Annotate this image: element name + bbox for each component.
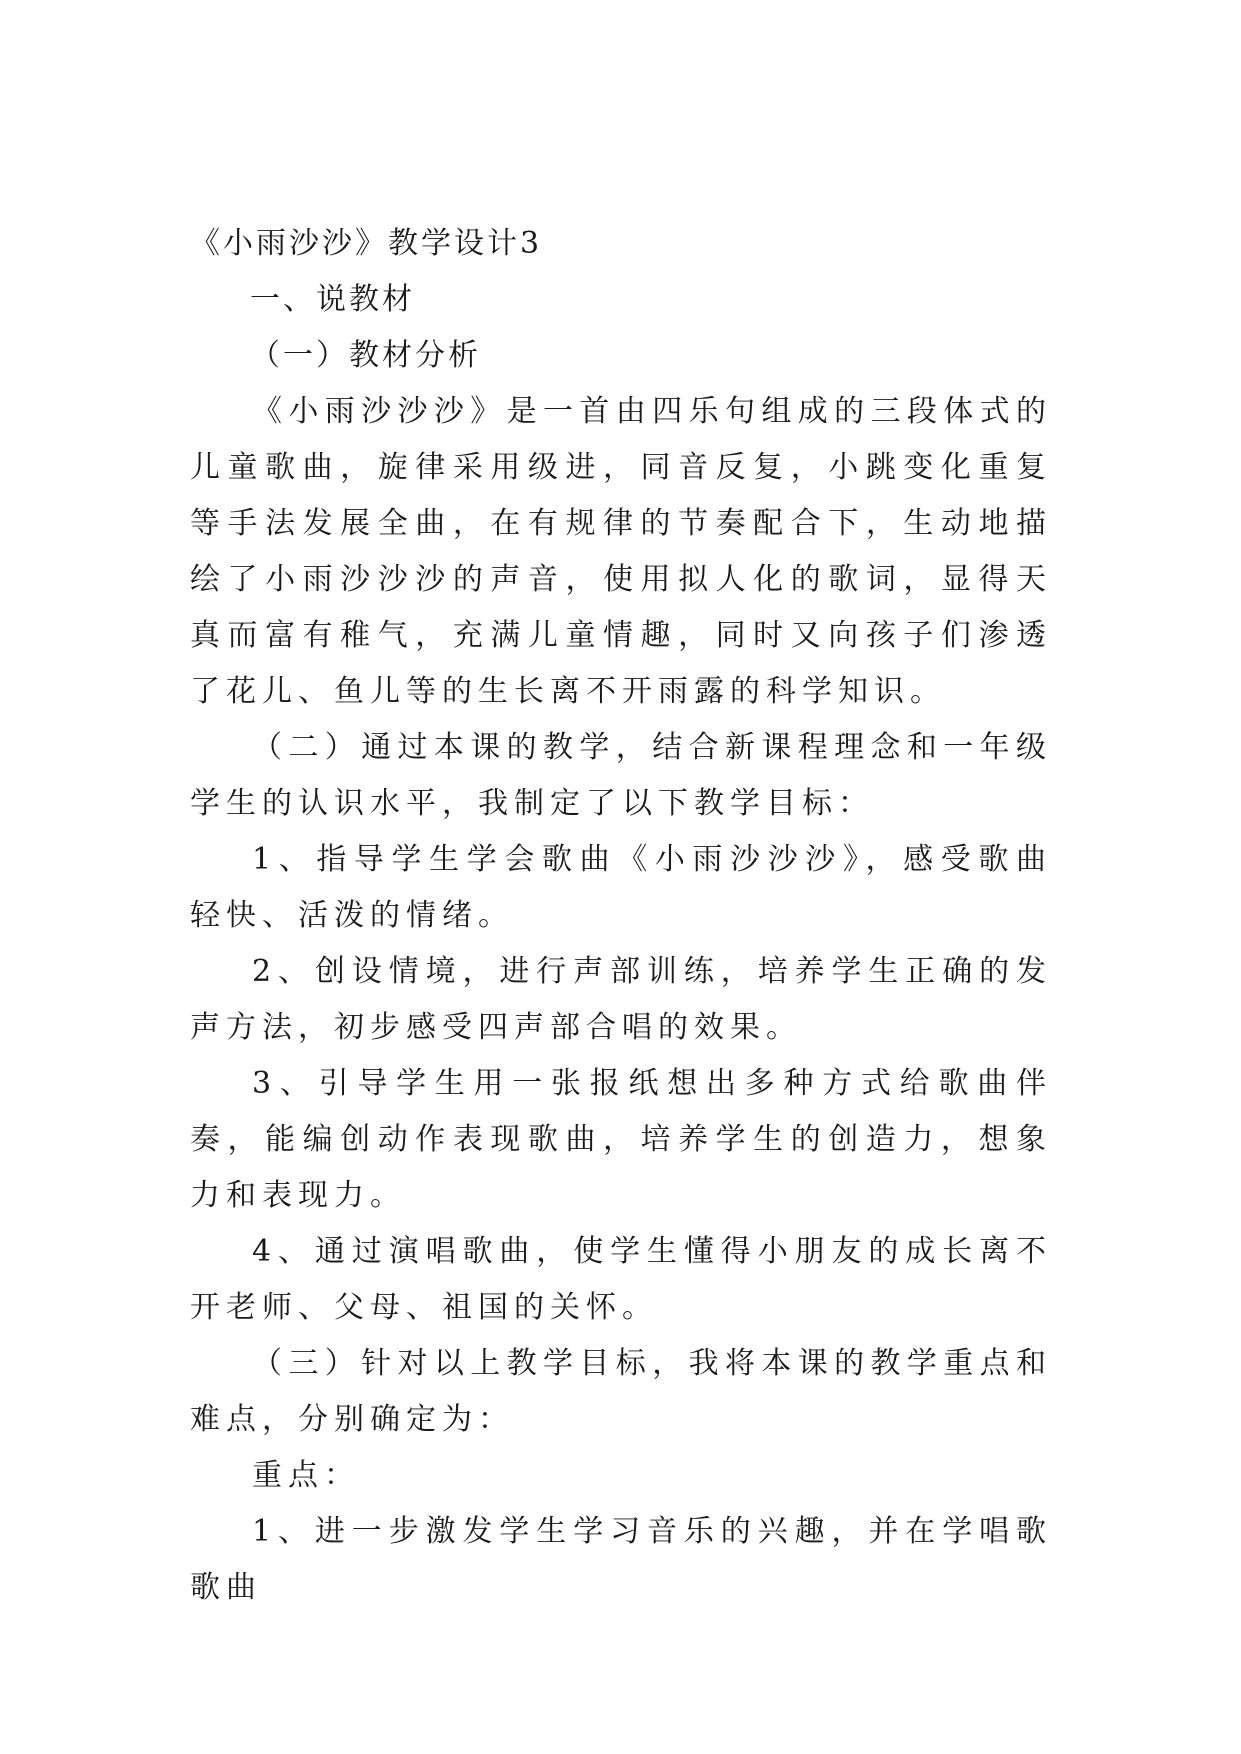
objective-item: 1、指导学生学会歌曲《小雨沙沙沙》，感受歌曲轻快、活泼的情绪。: [190, 842, 1052, 933]
keypoint-item: 1、进一步激发学生学习音乐的兴趣，并在学唱歌歌曲: [190, 1514, 1052, 1605]
document-body: [190, 216, 1052, 1616]
keypoints-label: 重点：: [252, 1458, 360, 1493]
subsection-heading-material-analysis: （一）教材分析: [250, 338, 481, 373]
section-heading-teaching-material: 一、说教材: [250, 282, 415, 317]
document-title: 《小雨沙沙》教学设计3: [190, 226, 543, 261]
objectives-intro-paragraph: （二）通过本课的教学，结合新课程理念和一年级学生的认识水平，我制定了以下教学目标：: [190, 730, 1052, 821]
analysis-paragraph: 《小雨沙沙沙》是一首由四乐句组成的三段体式的儿童歌曲，旋律采用级进，同音反复，小跳变化重复等手法发展全曲，在有规律的节奏配合下，生动地描绘了小雨沙沙沙的声音，使用拟人化的歌词，显得天真而富有稚气，充满儿童情趣，同时又向孩子们渗透了花儿、鱼儿等的生长离不开雨露的科学知识。: [190, 394, 1052, 709]
objective-item: 3、引导学生用一张报纸想出多种方式给歌曲伴奏，能编创动作表现歌曲，培养学生的创造力，想象力和表现力。: [190, 1066, 1052, 1213]
objective-item: 2、创设情境，进行声部训练，培养学生正确的发声方法，初步感受四声部合唱的效果。: [190, 954, 1052, 1045]
keypoints-intro-paragraph: （三）针对以上教学目标，我将本课的教学重点和难点，分别确定为：: [190, 1346, 1052, 1437]
objective-item: 4、通过演唱歌曲，使学生懂得小朋友的成长离不开老师、父母、祖国的关怀。: [190, 1234, 1052, 1325]
